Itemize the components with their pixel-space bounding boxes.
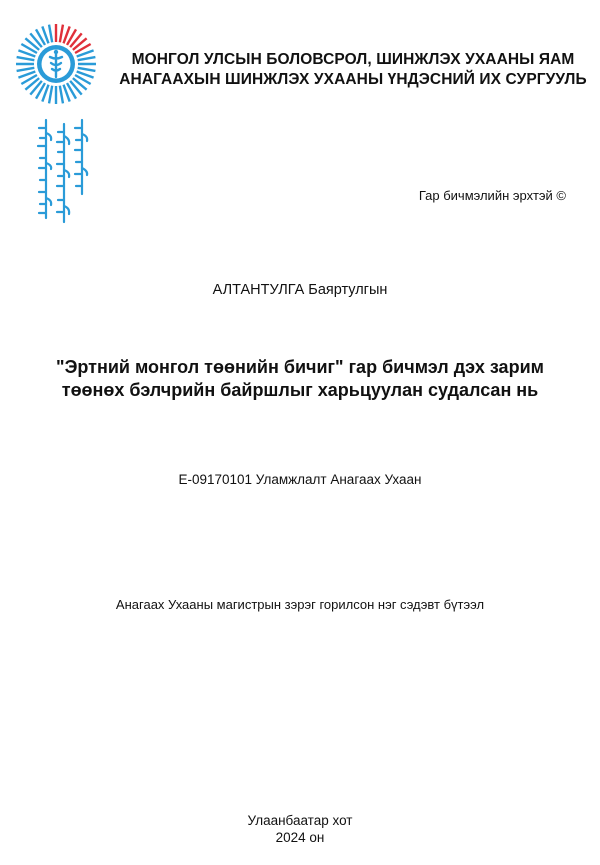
thesis-title [40,356,560,402]
year: 2024 он [275,830,325,845]
thesis-title-line1: "Эртний монгол төөнийн бичиг" гар бичмэл дэх зарим [56,357,544,377]
copyright-notice: Гар бичмэлийн эрхтэй © [418,188,566,203]
author-name: АЛТАНТУЛГА Баяртулгын [212,282,388,298]
mongolian-script-emblem [30,118,100,228]
thesis-title-line2: төөнөх бэлчрийн байршлыг харьцуулан судалсан нь [61,380,539,400]
university-name: АНАГААХЫН ШИНЖЛЭХ УХААНЫ ҮНДЭСНИЙ ИХ СУРГУУЛЬ [119,71,587,88]
university-logo [14,22,98,106]
degree-statement: Анагаах Ухааны магистрын зэрэг горилсон нэг сэдэвт бүтээл [115,597,485,612]
city: Улаанбаатар хот [247,813,353,828]
place-and-year [0,812,600,846]
institution-header [118,50,588,90]
program-code: E-09170101 Уламжлалт Анагаах Ухаан [178,472,422,487]
ministry-name: МОНГОЛ УЛСЫН БОЛОВСРОЛ, ШИНЖЛЭХ УХААНЫ ЯАМ [131,51,575,68]
